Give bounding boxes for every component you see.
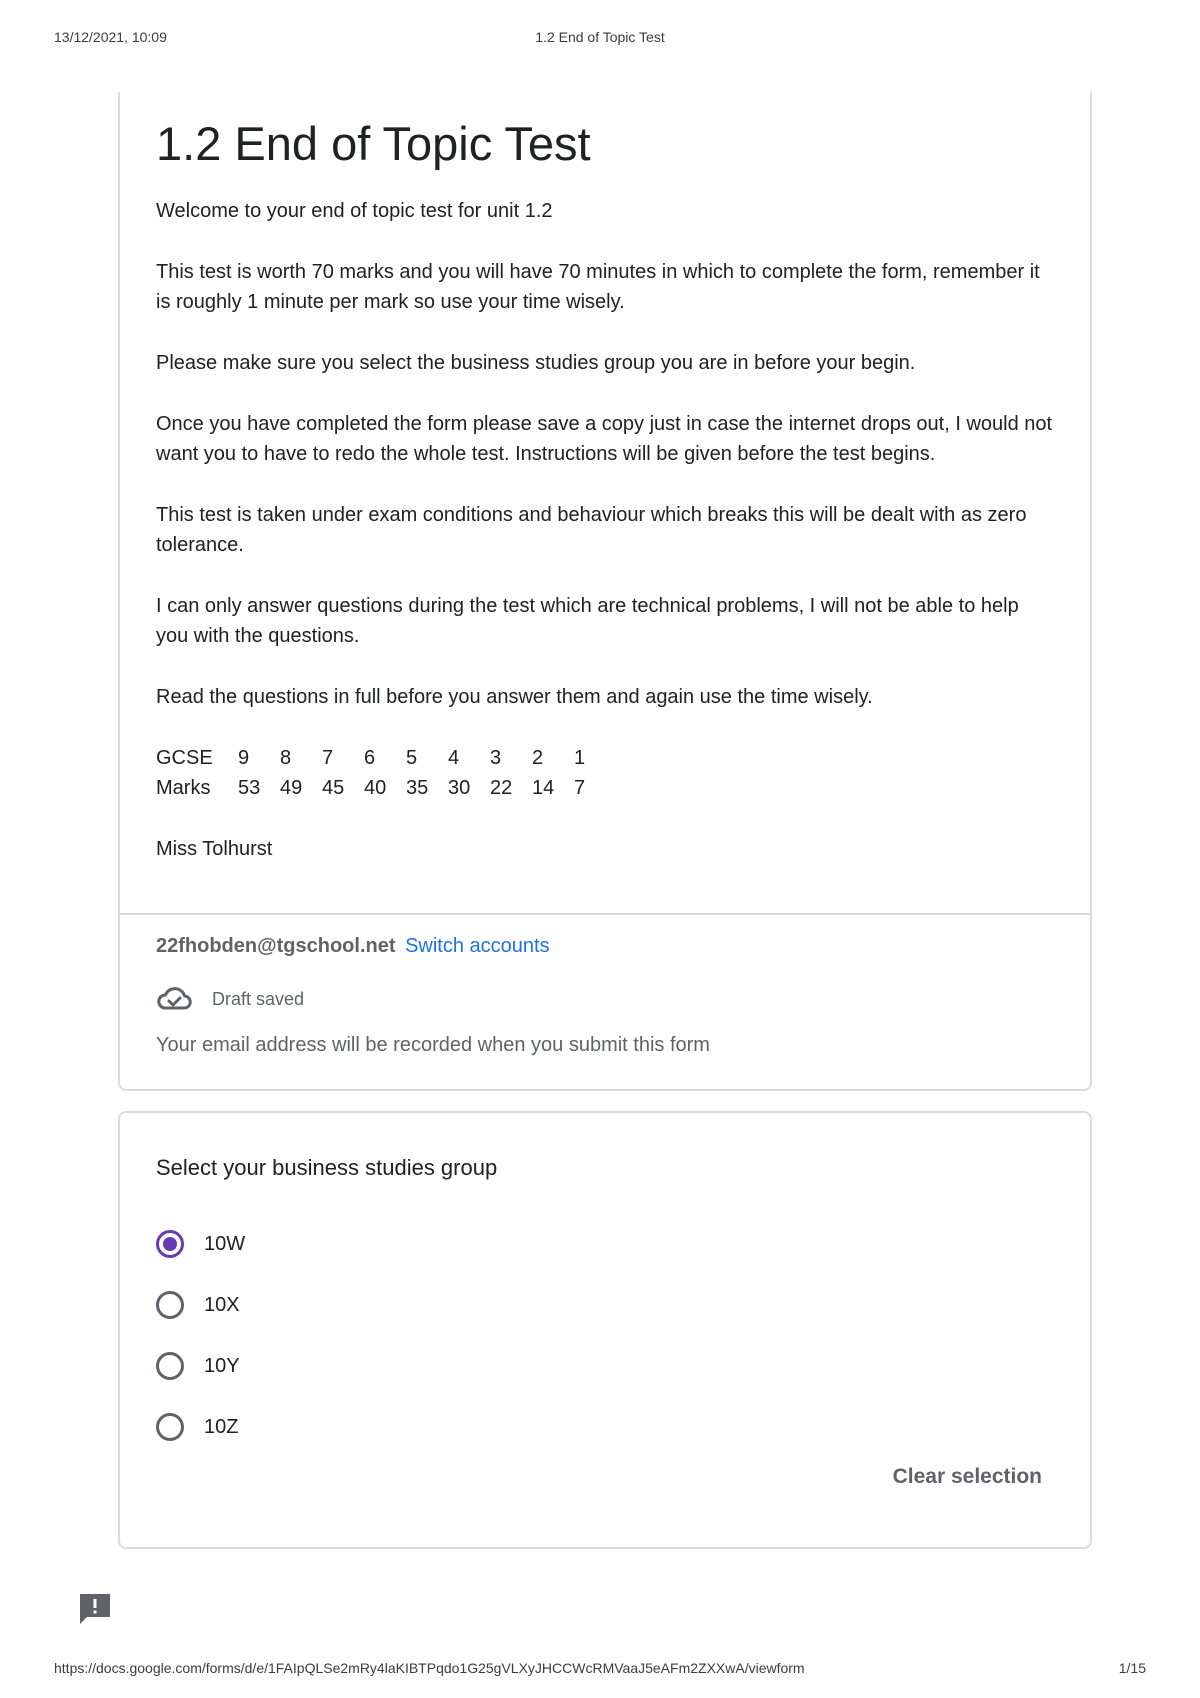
divider <box>120 913 1090 915</box>
description-paragraph: I can only answer questions during the test which are technical problems, I will not be able to help you with the questions. <box>156 595 1019 647</box>
radio-button[interactable] <box>156 1352 184 1380</box>
print-date: 13/12/2021, 10:09 <box>54 29 167 45</box>
form-title: 1.2 End of Topic Test <box>156 117 591 170</box>
print-url: https://docs.google.com/forms/d/e/1FAIpQLSe2mRy4laKIBTPqdo1G25gVLXyJHCCWcRMVaaJ5eAFm2ZXXwA/viewform <box>54 1660 805 1676</box>
radio-option-10y[interactable] <box>156 1348 240 1384</box>
marks-cell: 35 <box>406 777 429 799</box>
draft-status <box>156 983 304 1015</box>
marks-cell: 30 <box>448 777 471 799</box>
marks-cell: 49 <box>280 777 303 799</box>
question-title: Select your business studies group <box>156 1155 498 1180</box>
grade-cell: 1 <box>574 747 586 769</box>
account-line <box>156 935 550 958</box>
draft-saved-text: Draft saved <box>212 988 305 1009</box>
grade-cell: 5 <box>406 747 418 769</box>
description-paragraph: Please make sure you select the business studies group you are in before your begin. <box>156 352 916 374</box>
switch-accounts-link[interactable]: Switch accounts <box>405 935 550 957</box>
marks-cell: 7 <box>574 777 586 799</box>
grade-boundary-table <box>156 743 616 803</box>
marks-cell: 14 <box>532 777 555 799</box>
teacher-signature: Miss Tolhurst <box>156 838 273 860</box>
description-paragraph: Read the questions in full before you answer them and again use the time wisely. <box>156 686 873 708</box>
print-footer <box>54 1660 1146 1680</box>
option-label: 10Z <box>204 1415 239 1438</box>
marks-cell: 22 <box>490 777 513 799</box>
marks-row-label: Marks <box>156 777 211 799</box>
clear-selection-button[interactable]: Clear selection <box>892 1465 1042 1488</box>
grade-cell: 8 <box>280 747 292 769</box>
marks-cell: 45 <box>322 777 345 799</box>
grade-cell: 3 <box>490 747 502 769</box>
option-label: 10X <box>204 1293 240 1316</box>
grade-cell: 4 <box>448 747 460 769</box>
radio-button-selected[interactable] <box>156 1230 184 1258</box>
description-paragraph: Once you have completed the form please save a copy just in case the internet drops out, I would not want you to have to redo the whole test. Instructions will be given before the test begins. <box>156 413 1053 465</box>
grade-row-label: GCSE <box>156 747 213 769</box>
marks-cell: 40 <box>364 777 387 799</box>
cloud-check-icon <box>156 986 192 1012</box>
page-number: 1/15 <box>1118 1660 1146 1676</box>
radio-option-10z[interactable] <box>156 1409 238 1445</box>
question-card <box>118 1111 1092 1549</box>
account-email: 22fhobden@tgschool.net <box>156 935 396 957</box>
radio-option-10w[interactable] <box>156 1226 245 1262</box>
grade-cell: 2 <box>532 747 544 769</box>
radio-button[interactable] <box>156 1413 184 1441</box>
radio-button[interactable] <box>156 1291 184 1319</box>
radio-option-10x[interactable] <box>156 1287 240 1323</box>
option-label: 10Y <box>204 1354 240 1377</box>
print-header <box>54 29 1146 49</box>
description-paragraph: This test is worth 70 marks and you will have 70 minutes in which to complete the form, remember it is roughly 1 minute per mark so use your time wisely. <box>156 261 1040 313</box>
option-label: 10W <box>204 1232 246 1255</box>
grade-cell: 7 <box>322 747 334 769</box>
marks-cell: 53 <box>238 777 261 799</box>
grade-cell: 9 <box>238 747 250 769</box>
print-title: 1.2 End of Topic Test <box>535 29 665 45</box>
email-recorded-note: Your email address will be recorded when you submit this form <box>156 1034 710 1056</box>
marks-row <box>156 773 616 803</box>
description-paragraph: Welcome to your end of topic test for unit 1.2 <box>156 200 553 222</box>
description-paragraph: This test is taken under exam conditions and behaviour which breaks this will be dealt with as zero tolerance. <box>156 504 1027 556</box>
grade-cell: 6 <box>364 747 376 769</box>
feedback-icon[interactable] <box>77 1591 113 1627</box>
form-header-card <box>118 92 1092 1091</box>
form-description <box>156 196 1056 895</box>
grade-row <box>156 743 616 773</box>
